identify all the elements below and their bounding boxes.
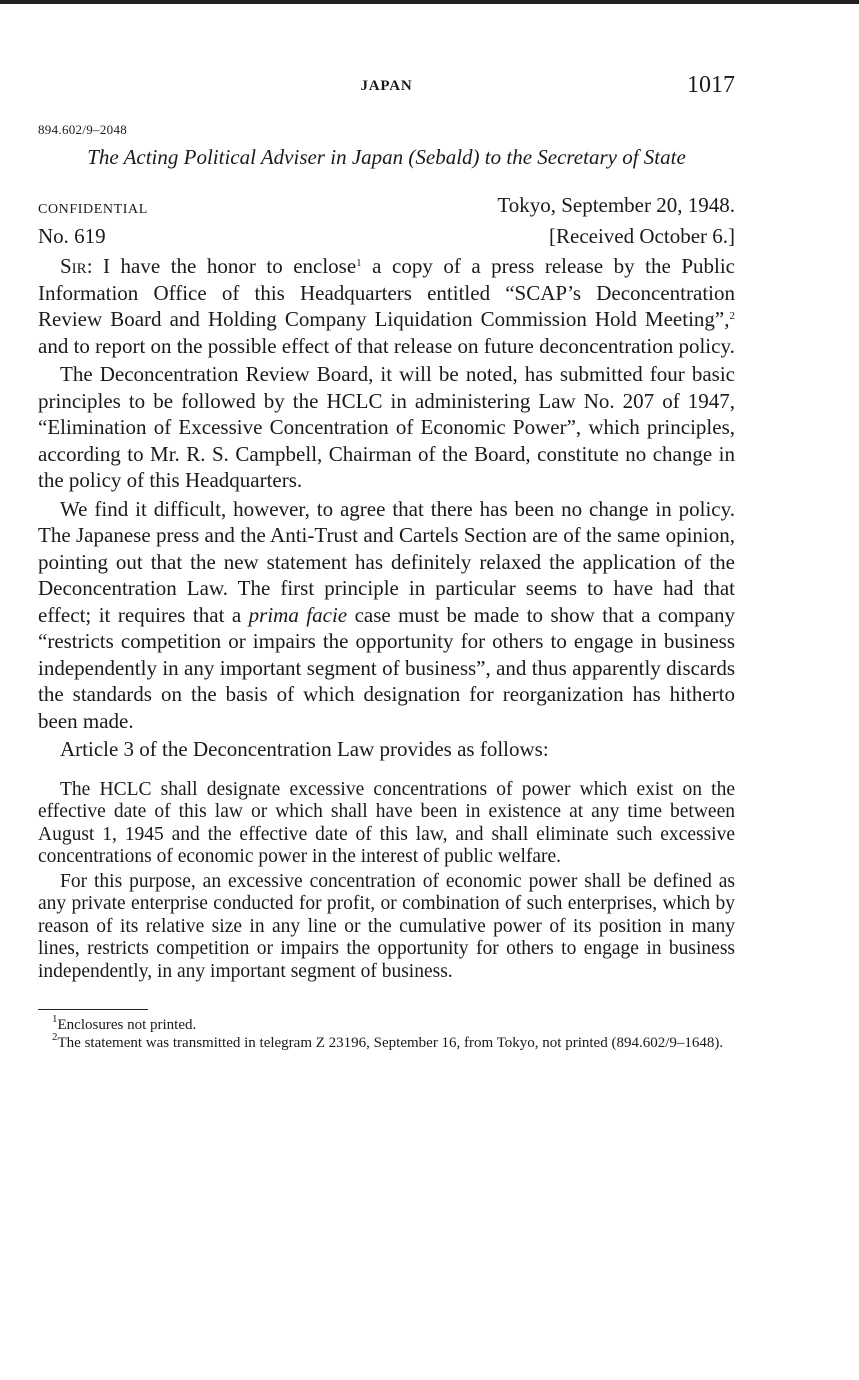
footnote-2-marker: 2 [52, 1031, 58, 1043]
footnote-ref-2[interactable]: 2 [729, 310, 735, 322]
footnote-2 [38, 1031, 735, 1052]
letter-body [38, 253, 735, 763]
footnote-ref-1[interactable]: 1 [356, 257, 362, 269]
page-number: 1017 [687, 72, 735, 98]
paragraph-1 [38, 253, 735, 359]
paragraph-4: Article 3 of the Deconcentration Law provides as follows: [60, 737, 549, 761]
document-meta [38, 192, 735, 249]
file-number: 894.602/9–2048 [38, 122, 128, 137]
footnotes [38, 1013, 735, 1052]
document-title: The Acting Political Adviser in Japan (Sebald) to the Secretary of State [87, 145, 686, 169]
footnote-1-marker: 1 [52, 1013, 58, 1025]
classification: CONFIDENTIAL [38, 202, 148, 217]
footnote-2-text: The statement was transmitted in telegram Z 23196, September 16, from Tokyo, not printed (894.602/9–1648). [57, 1035, 724, 1051]
footnote-1 [38, 1013, 735, 1034]
top-edge-rule [0, 0, 859, 4]
paragraph-1-text-b: a copy of a press release by the Public Information Office of this Headquarters entitled “SCAP’s Deconcentration Review Board and Holding Company Liquidation Commission Hold Meeting”, [38, 254, 735, 331]
running-head [38, 70, 735, 108]
document-page [38, 70, 735, 1052]
paragraph-3 [38, 496, 735, 735]
quote-paragraph-2: For this purpose, an excessive concentration of economic power shall be defined as any private enterprise conducted for profit, or combination of such enterprises, which by reason of its relative size in any line or the cumulative power of its position in many lines, restricts competition or impairs the opportunity for others to engage in business independently, in any important segment of business. [38, 870, 735, 982]
paragraph-1-text-a: : I have the honor to enclose [86, 254, 357, 278]
document-number: No. 619 [38, 224, 106, 248]
paragraph-3-text-b: case must be made to show that a company “restricts competition or impairs the opportunity for others to engage in business independently in any important segment of business”, and thus apparently discards the standards on the basis of which designation for reorganization has hitherto been made. [38, 602, 736, 733]
received-date: [Received October 6.] [549, 224, 735, 248]
meta-row-2 [38, 223, 735, 249]
meta-row-1 [38, 192, 735, 223]
footnote-1-text: Enclosures not printed. [57, 1017, 197, 1033]
paragraph-3-italic: prima facie [248, 602, 348, 627]
paragraph-2: The Deconcentration Review Board, it will be noted, has submitted four basic principles to be followed by the HCLC in administering Law No. 207 of 1947, “Elimination of Excessive Concentration of Economic Power”, which principles, according to Mr. R. S. Campbell, Chairman of the Board, constitute no change in the policy of this Headquarters. [38, 362, 735, 492]
quote-paragraph-1: The HCLC shall designate excessive concentrations of power which exist on the effective date of this law or which shall have been in existence at any time between August 1, 1945 and the effective date of this law, and shall eliminate such excessive concentrations of economic power in the interest of public welfare. [38, 778, 735, 867]
salutation: Sir [60, 254, 87, 278]
quoted-law-article [38, 779, 735, 984]
footnote-divider [38, 1009, 148, 1010]
running-title: JAPAN [360, 78, 413, 94]
paragraph-3-text-a: We find it difficult, however, to agree that there has been no change in policy. The Japanese press and the Anti-Trust and Cartels Section are of the same opinion, pointing out that the new statement has definitely relaxed the application of the Deconcentration Law. The first principle in particular seems to have had that effect; it requires that a [38, 496, 735, 627]
paragraph-1-text-c: and to report on the possible effect of that release on future deconcentration policy. [38, 333, 735, 358]
place-date: Tokyo, September 20, 1948. [497, 193, 735, 217]
